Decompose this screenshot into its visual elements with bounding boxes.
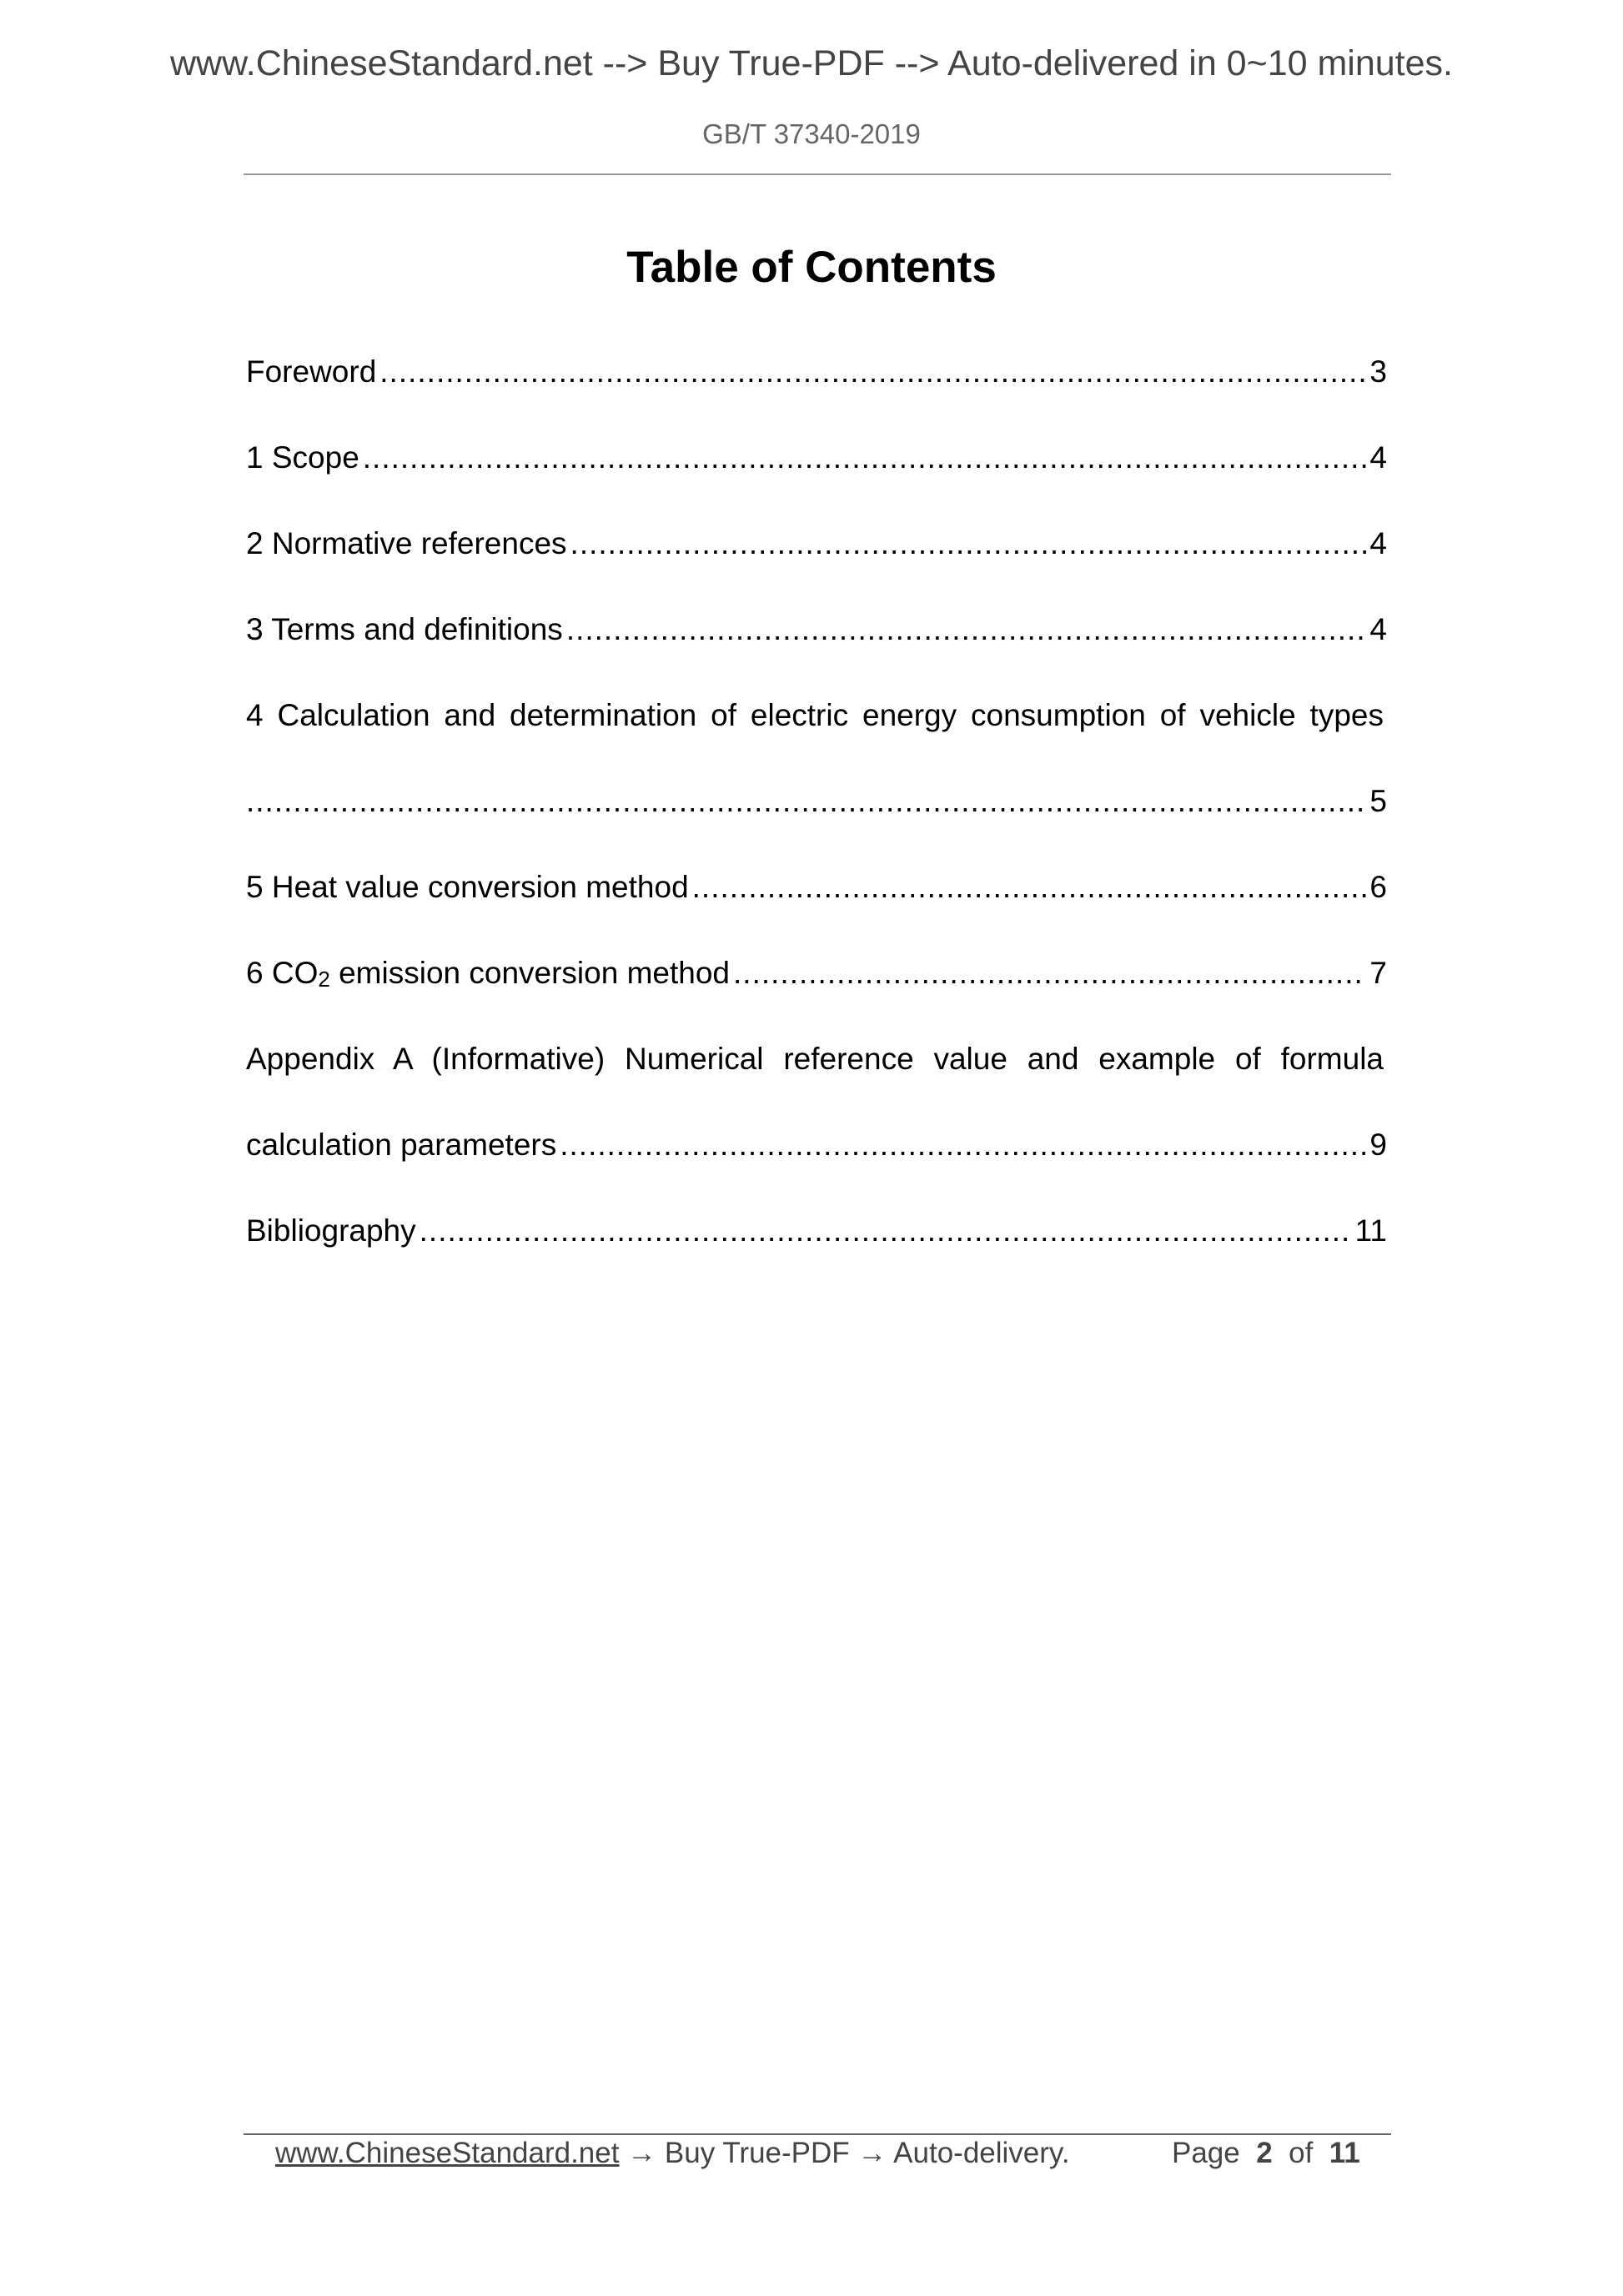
page-current: 2 (1256, 2137, 1273, 2169)
dot-leader (246, 784, 1366, 819)
toc-entry-calculation[interactable] (246, 698, 1387, 740)
toc-page: 6 (1369, 870, 1387, 904)
toc-page: 3 (1369, 354, 1387, 389)
top-banner: www.ChineseStandard.net --> Buy True-PDF --> Auto-delivered in 0~10 minutes. (169, 43, 1453, 83)
toc-page: 11 (1354, 1213, 1387, 1248)
toc-label: calculation parameters (246, 1128, 557, 1162)
page-indicator (1172, 2137, 1360, 2170)
standard-number: GB/T 37340-2019 (702, 118, 921, 149)
arrow-icon: → (627, 2137, 657, 2169)
dot-leader (379, 354, 1366, 389)
toc-entry-bibliography[interactable] (246, 1213, 1387, 1255)
toc-entry-foreword[interactable] (246, 354, 1387, 396)
toc-label: 3 Terms and definitions (246, 612, 563, 646)
toc-label: 2 Normative references (246, 526, 567, 560)
toc-label: Foreword (246, 354, 377, 389)
footer-link[interactable]: www.ChineseStandard.net (275, 2137, 620, 2169)
footer (275, 2137, 1360, 2170)
toc-label: Bibliography (246, 1213, 416, 1248)
dot-leader (363, 440, 1367, 475)
footer-text: Buy True-PDF (656, 2137, 858, 2169)
toc-entry-calculation-page[interactable] (246, 784, 1387, 826)
toc-page: 4 (1369, 612, 1387, 646)
toc-page: 4 (1369, 526, 1387, 560)
toc-page: 4 (1369, 440, 1387, 475)
toc-page: 7 (1369, 956, 1387, 990)
arrow-icon: → (857, 2137, 887, 2169)
dot-leader (733, 956, 1366, 991)
toc-label (246, 956, 733, 991)
toc-label: Appendix A (Informative) Numerical reference value and example of formula (246, 1042, 1384, 1076)
dot-leader (692, 870, 1367, 905)
toc-entry-appendix-a-page[interactable] (246, 1128, 1387, 1169)
page-total: 11 (1329, 2137, 1360, 2169)
toc-entry-normative-references[interactable] (246, 526, 1387, 568)
toc-label: 4 Calculation and determination of electric energy consumption of vehicle types (246, 698, 1384, 732)
dot-leader (566, 612, 1367, 647)
dot-leader (560, 1128, 1366, 1163)
toc-entry-heat-value[interactable] (246, 870, 1387, 912)
toc-label: 1 Scope (246, 440, 359, 475)
toc-entry-co2[interactable] (246, 956, 1387, 997)
subscript: 2 (318, 967, 330, 992)
toc-entry-scope[interactable] (246, 440, 1387, 482)
dot-leader (570, 526, 1367, 561)
footer-divider (244, 2133, 1391, 2135)
toc-label: 5 Heat value conversion method (246, 870, 689, 904)
dot-leader (420, 1213, 1352, 1248)
header-divider (244, 173, 1391, 175)
page-title: Table of Contents (626, 243, 997, 292)
label-text: 6 CO (246, 956, 319, 990)
page-label: Page (1172, 2137, 1240, 2169)
footer-text: Auto-delivery. (887, 2137, 1070, 2169)
toc-entry-appendix-a[interactable] (246, 1042, 1387, 1083)
of-label: of (1289, 2137, 1314, 2169)
toc-page: 9 (1369, 1128, 1387, 1162)
toc-page: 5 (1369, 784, 1387, 818)
label-text: emission conversion method (329, 956, 731, 990)
toc-entry-terms[interactable] (246, 612, 1387, 654)
